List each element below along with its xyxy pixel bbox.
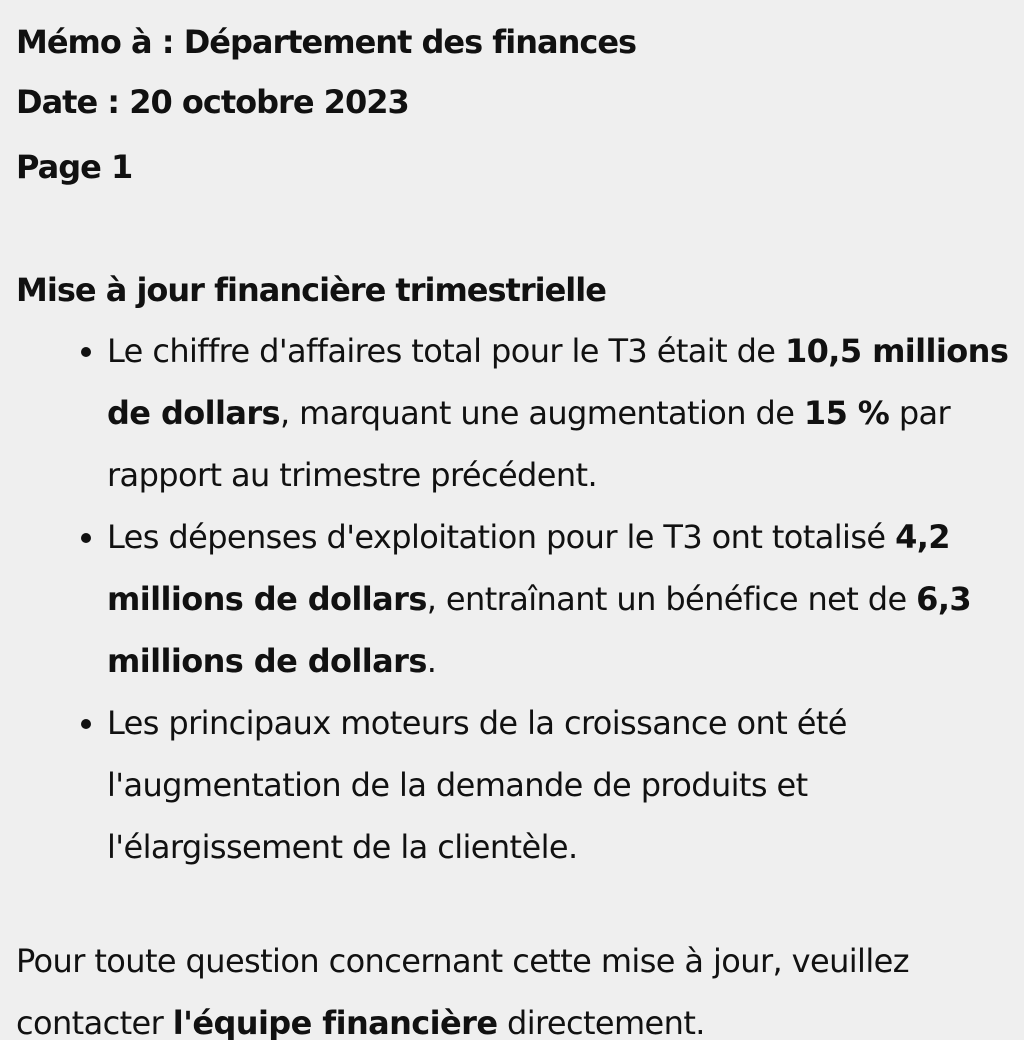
bullet-dot-icon bbox=[81, 719, 91, 729]
bullet-item-growth-drivers bbox=[107, 692, 1017, 878]
footer-text: Pour toute question concernant cette mise à jour, veuillez contacter bbox=[16, 942, 909, 1040]
bullet-dot-icon bbox=[81, 347, 91, 357]
bullet-bold-revenue: 10,5 millions de dollars bbox=[107, 332, 1009, 432]
bullet-text: Les dépenses d'exploitation pour le T3 ont totalisé bbox=[107, 518, 896, 556]
bullet-bold-growth: 15 % bbox=[803, 394, 890, 432]
bullet-bold-expenses: 4,2 millions de dollars bbox=[107, 518, 950, 618]
memo-header bbox=[16, 14, 1012, 200]
bullet-text: , marquant une augmentation de bbox=[280, 394, 804, 432]
bullet-text: , entraînant un bénéfice net de bbox=[426, 580, 917, 618]
memo-page-number: Page 1 bbox=[16, 148, 133, 186]
bullet-text: . bbox=[426, 642, 437, 680]
memo-date: Date : 20 octobre 2023 bbox=[16, 83, 409, 121]
section-title: Mise à jour financière trimestrielle bbox=[16, 271, 606, 309]
bullet-text: Le chiffre d'affaires total pour le T3 était de bbox=[107, 332, 785, 370]
bullet-item-revenue bbox=[107, 320, 1017, 506]
bullet-text: Les principaux moteurs de la croissance ont été l'augmentation de la demande de produits et l'élargissement de la clientèle. bbox=[107, 704, 847, 866]
footer-contact-team: l'équipe financière bbox=[172, 1004, 498, 1040]
bullet-text: par rapport au trimestre précédent. bbox=[107, 394, 951, 494]
bullet-list bbox=[16, 320, 1012, 878]
memo-recipient: Mémo à : Département des finances bbox=[16, 23, 637, 61]
bullet-item-expenses bbox=[107, 506, 1017, 692]
bullet-bold-net-profit: 6,3 millions de dollars bbox=[107, 580, 972, 680]
footer-note bbox=[16, 930, 1016, 1040]
footer-text: directement. bbox=[497, 1004, 705, 1040]
bullet-dot-icon bbox=[81, 533, 91, 543]
